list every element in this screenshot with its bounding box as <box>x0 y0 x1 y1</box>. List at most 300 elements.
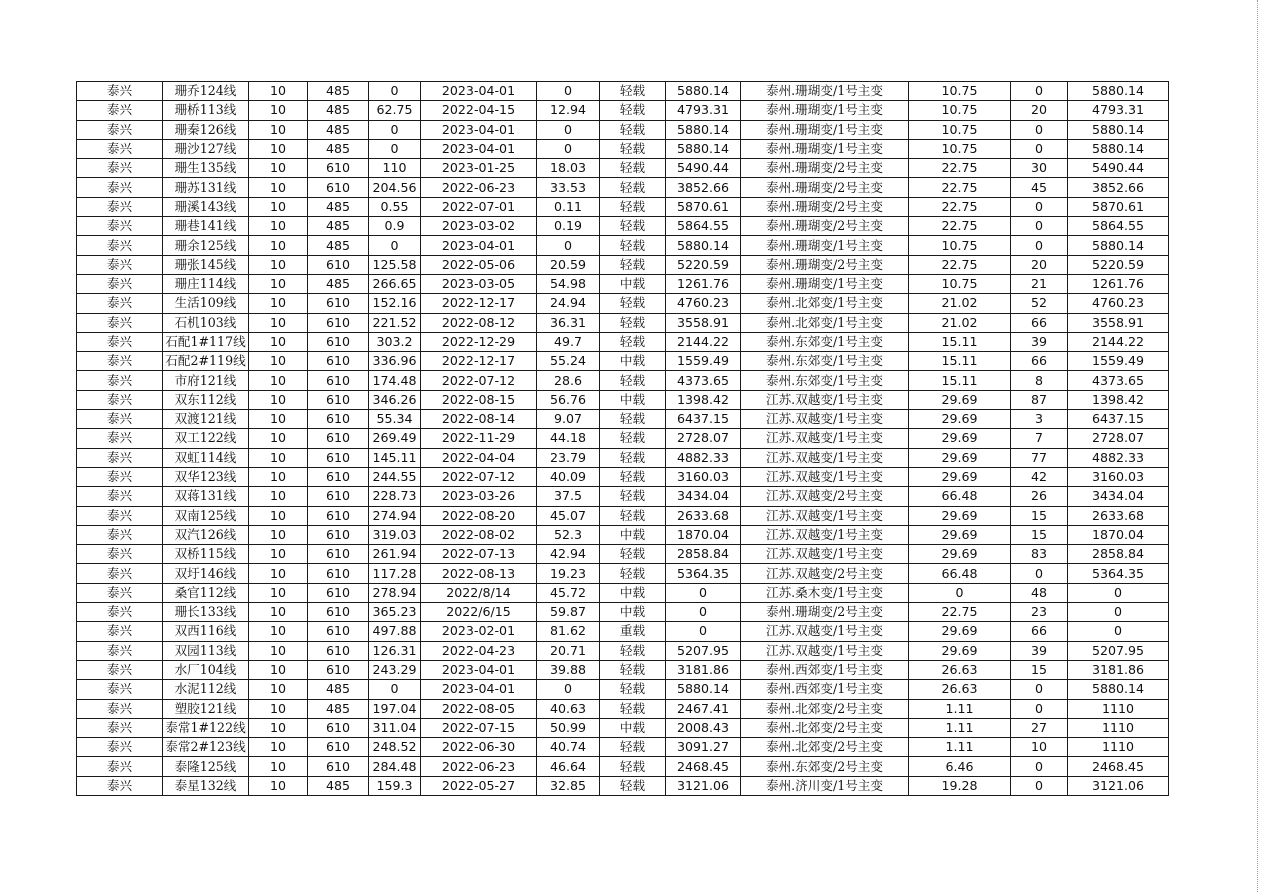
load-status-cell: 中载 <box>600 390 666 409</box>
transformer-load-cell: 22.75 <box>909 217 1011 236</box>
capacity-cell: 610 <box>308 718 369 737</box>
load-cell: 346.26 <box>369 390 421 409</box>
capacity-cell: 610 <box>308 159 369 178</box>
load-rate-cell: 0.11 <box>537 197 600 216</box>
transformer-cell: 江苏.双越变/1号主变 <box>741 410 909 429</box>
load-status-cell: 中载 <box>600 718 666 737</box>
load-rate-cell: 20.71 <box>537 641 600 660</box>
count-cell: 10 <box>1011 738 1068 757</box>
load-status-cell: 轻载 <box>600 448 666 467</box>
voltage-cell: 10 <box>249 159 308 178</box>
region-cell: 泰兴 <box>77 274 163 293</box>
date-cell: 2022-08-05 <box>421 699 537 718</box>
count-cell: 39 <box>1011 641 1068 660</box>
load-cell: 55.34 <box>369 410 421 429</box>
table-row <box>77 776 1169 795</box>
load-status-cell: 轻载 <box>600 506 666 525</box>
load-cell: 0 <box>369 680 421 699</box>
line-name-cell: 市府121线 <box>163 371 249 390</box>
load-cell: 244.55 <box>369 467 421 486</box>
final-capacity-cell: 0 <box>1068 583 1169 602</box>
load-cell: 274.94 <box>369 506 421 525</box>
final-capacity-cell: 4882.33 <box>1068 448 1169 467</box>
transformer-load-cell: 29.69 <box>909 622 1011 641</box>
load-status-cell: 轻载 <box>600 738 666 757</box>
line-name-cell: 双桥115线 <box>163 545 249 564</box>
date-cell: 2022-04-15 <box>421 101 537 120</box>
table-row <box>77 390 1169 409</box>
voltage-cell: 10 <box>249 564 308 583</box>
voltage-cell: 10 <box>249 313 308 332</box>
load-rate-cell: 56.76 <box>537 390 600 409</box>
transformer-load-cell: 26.63 <box>909 680 1011 699</box>
voltage-cell: 10 <box>249 660 308 679</box>
table-row <box>77 506 1169 525</box>
table-row <box>77 718 1169 737</box>
voltage-cell: 10 <box>249 641 308 660</box>
voltage-cell: 10 <box>249 603 308 622</box>
load-status-cell: 轻载 <box>600 332 666 351</box>
line-name-cell: 水泥112线 <box>163 680 249 699</box>
line-name-cell: 珊桥113线 <box>163 101 249 120</box>
load-status-cell: 中载 <box>600 603 666 622</box>
capacity-cell: 610 <box>308 255 369 274</box>
count-cell: 42 <box>1011 467 1068 486</box>
voltage-cell: 10 <box>249 506 308 525</box>
capacity-cell: 610 <box>308 487 369 506</box>
transformer-cell: 江苏.双越变/1号主变 <box>741 545 909 564</box>
load-rate-cell: 59.87 <box>537 603 600 622</box>
date-cell: 2022-08-14 <box>421 410 537 429</box>
transformer-load-cell: 10.75 <box>909 274 1011 293</box>
capacity-cell: 485 <box>308 217 369 236</box>
load-cell: 0 <box>369 120 421 139</box>
final-capacity-cell: 1559.49 <box>1068 352 1169 371</box>
transformer-load-cell: 26.63 <box>909 660 1011 679</box>
load-cell: 243.29 <box>369 660 421 679</box>
line-name-cell: 珊溪143线 <box>163 197 249 216</box>
transformer-cell: 泰州.珊瑚变/1号主变 <box>741 82 909 101</box>
region-cell: 泰兴 <box>77 101 163 120</box>
capacity-cell: 610 <box>308 390 369 409</box>
data-table <box>76 81 1169 796</box>
region-cell: 泰兴 <box>77 139 163 158</box>
count-cell: 15 <box>1011 506 1068 525</box>
voltage-cell: 10 <box>249 332 308 351</box>
region-cell: 泰兴 <box>77 738 163 757</box>
capacity-cell: 485 <box>308 139 369 158</box>
load-cell: 221.52 <box>369 313 421 332</box>
table-row <box>77 82 1169 101</box>
final-capacity-cell: 5220.59 <box>1068 255 1169 274</box>
region-cell: 泰兴 <box>77 294 163 313</box>
region-cell: 泰兴 <box>77 332 163 351</box>
load-status-cell: 重载 <box>600 622 666 641</box>
load-rate-cell: 0 <box>537 82 600 101</box>
count-cell: 3 <box>1011 410 1068 429</box>
load-rate-cell: 50.99 <box>537 718 600 737</box>
available-capacity-cell: 2008.43 <box>666 718 741 737</box>
region-cell: 泰兴 <box>77 641 163 660</box>
load-cell: 269.49 <box>369 429 421 448</box>
final-capacity-cell: 1870.04 <box>1068 525 1169 544</box>
load-rate-cell: 37.5 <box>537 487 600 506</box>
date-cell: 2022-11-29 <box>421 429 537 448</box>
transformer-cell: 泰州.北郊变/2号主变 <box>741 718 909 737</box>
date-cell: 2022-07-12 <box>421 467 537 486</box>
region-cell: 泰兴 <box>77 352 163 371</box>
date-cell: 2023-03-02 <box>421 217 537 236</box>
line-name-cell: 珊苏131线 <box>163 178 249 197</box>
voltage-cell: 10 <box>249 622 308 641</box>
final-capacity-cell: 3434.04 <box>1068 487 1169 506</box>
capacity-cell: 610 <box>308 467 369 486</box>
transformer-cell: 江苏.桑木变/1号主变 <box>741 583 909 602</box>
final-capacity-cell: 5870.61 <box>1068 197 1169 216</box>
transformer-cell: 泰州.珊瑚变/2号主变 <box>741 603 909 622</box>
transformer-cell: 泰州.珊瑚变/2号主变 <box>741 197 909 216</box>
region-cell: 泰兴 <box>77 506 163 525</box>
date-cell: 2023-04-01 <box>421 82 537 101</box>
line-name-cell: 双东112线 <box>163 390 249 409</box>
count-cell: 39 <box>1011 332 1068 351</box>
line-name-cell: 塑胶121线 <box>163 699 249 718</box>
table-row <box>77 332 1169 351</box>
region-cell: 泰兴 <box>77 603 163 622</box>
load-cell: 152.16 <box>369 294 421 313</box>
date-cell: 2023-04-01 <box>421 680 537 699</box>
voltage-cell: 10 <box>249 429 308 448</box>
available-capacity-cell: 2468.45 <box>666 757 741 776</box>
load-cell: 110 <box>369 159 421 178</box>
count-cell: 7 <box>1011 429 1068 448</box>
load-cell: 278.94 <box>369 583 421 602</box>
voltage-cell: 10 <box>249 718 308 737</box>
transformer-cell: 泰州.珊瑚变/1号主变 <box>741 101 909 120</box>
line-name-cell: 珊秦126线 <box>163 120 249 139</box>
available-capacity-cell: 1559.49 <box>666 352 741 371</box>
load-status-cell: 轻载 <box>600 236 666 255</box>
voltage-cell: 10 <box>249 178 308 197</box>
load-rate-cell: 28.6 <box>537 371 600 390</box>
final-capacity-cell: 0 <box>1068 603 1169 622</box>
transformer-load-cell: 10.75 <box>909 82 1011 101</box>
date-cell: 2023-04-01 <box>421 660 537 679</box>
transformer-cell: 泰州.西郊变/1号主变 <box>741 680 909 699</box>
capacity-cell: 485 <box>308 197 369 216</box>
load-rate-cell: 36.31 <box>537 313 600 332</box>
voltage-cell: 10 <box>249 680 308 699</box>
transformer-cell: 江苏.双越变/1号主变 <box>741 622 909 641</box>
date-cell: 2022-08-15 <box>421 390 537 409</box>
line-name-cell: 珊庄114线 <box>163 274 249 293</box>
table-row <box>77 622 1169 641</box>
count-cell: 52 <box>1011 294 1068 313</box>
available-capacity-cell: 0 <box>666 622 741 641</box>
capacity-cell: 610 <box>308 641 369 660</box>
transformer-cell: 泰州.东郊变/1号主变 <box>741 371 909 390</box>
load-rate-cell: 40.74 <box>537 738 600 757</box>
load-cell: 319.03 <box>369 525 421 544</box>
load-rate-cell: 55.24 <box>537 352 600 371</box>
count-cell: 0 <box>1011 236 1068 255</box>
load-rate-cell: 81.62 <box>537 622 600 641</box>
transformer-cell: 泰州.东郊变/1号主变 <box>741 332 909 351</box>
load-cell: 159.3 <box>369 776 421 795</box>
region-cell: 泰兴 <box>77 448 163 467</box>
table-row <box>77 699 1169 718</box>
table-row <box>77 757 1169 776</box>
line-name-cell: 泰常2#123线 <box>163 738 249 757</box>
transformer-cell: 泰州.北郊变/1号主变 <box>741 294 909 313</box>
table-row <box>77 680 1169 699</box>
region-cell: 泰兴 <box>77 545 163 564</box>
available-capacity-cell: 3121.06 <box>666 776 741 795</box>
transformer-load-cell: 66.48 <box>909 487 1011 506</box>
capacity-cell: 485 <box>308 101 369 120</box>
load-rate-cell: 12.94 <box>537 101 600 120</box>
transformer-cell: 泰州.西郊变/1号主变 <box>741 660 909 679</box>
capacity-cell: 610 <box>308 583 369 602</box>
load-status-cell: 轻载 <box>600 217 666 236</box>
capacity-cell: 485 <box>308 274 369 293</box>
line-name-cell: 珊张145线 <box>163 255 249 274</box>
transformer-load-cell: 29.69 <box>909 429 1011 448</box>
transformer-cell: 泰州.北郊变/1号主变 <box>741 313 909 332</box>
available-capacity-cell: 5880.14 <box>666 82 741 101</box>
transformer-load-cell: 22.75 <box>909 255 1011 274</box>
region-cell: 泰兴 <box>77 757 163 776</box>
available-capacity-cell: 1398.42 <box>666 390 741 409</box>
load-status-cell: 轻载 <box>600 82 666 101</box>
table-row <box>77 139 1169 158</box>
voltage-cell: 10 <box>249 371 308 390</box>
load-status-cell: 轻载 <box>600 120 666 139</box>
date-cell: 2022-12-17 <box>421 294 537 313</box>
table-row <box>77 448 1169 467</box>
transformer-load-cell: 22.75 <box>909 159 1011 178</box>
table-row <box>77 197 1169 216</box>
date-cell: 2022-07-15 <box>421 718 537 737</box>
line-name-cell: 双华123线 <box>163 467 249 486</box>
count-cell: 30 <box>1011 159 1068 178</box>
table-row <box>77 255 1169 274</box>
load-cell: 336.96 <box>369 352 421 371</box>
load-rate-cell: 32.85 <box>537 776 600 795</box>
load-cell: 284.48 <box>369 757 421 776</box>
available-capacity-cell: 1870.04 <box>666 525 741 544</box>
capacity-cell: 610 <box>308 352 369 371</box>
available-capacity-cell: 2633.68 <box>666 506 741 525</box>
transformer-load-cell: 22.75 <box>909 197 1011 216</box>
count-cell: 83 <box>1011 545 1068 564</box>
line-name-cell: 双工122线 <box>163 429 249 448</box>
count-cell: 27 <box>1011 718 1068 737</box>
count-cell: 77 <box>1011 448 1068 467</box>
voltage-cell: 10 <box>249 467 308 486</box>
final-capacity-cell: 0 <box>1068 622 1169 641</box>
capacity-cell: 610 <box>308 429 369 448</box>
transformer-load-cell: 15.11 <box>909 352 1011 371</box>
load-status-cell: 轻载 <box>600 564 666 583</box>
table-row <box>77 564 1169 583</box>
transformer-cell: 江苏.双越变/1号主变 <box>741 641 909 660</box>
date-cell: 2023-04-01 <box>421 139 537 158</box>
final-capacity-cell: 4760.23 <box>1068 294 1169 313</box>
capacity-cell: 610 <box>308 178 369 197</box>
region-cell: 泰兴 <box>77 217 163 236</box>
transformer-cell: 泰州.珊瑚变/1号主变 <box>741 120 909 139</box>
load-rate-cell: 0.19 <box>537 217 600 236</box>
load-status-cell: 轻载 <box>600 139 666 158</box>
table-row <box>77 101 1169 120</box>
load-status-cell: 轻载 <box>600 313 666 332</box>
load-rate-cell: 19.23 <box>537 564 600 583</box>
capacity-cell: 485 <box>308 120 369 139</box>
load-cell: 126.31 <box>369 641 421 660</box>
available-capacity-cell: 4882.33 <box>666 448 741 467</box>
voltage-cell: 10 <box>249 757 308 776</box>
load-cell: 228.73 <box>369 487 421 506</box>
available-capacity-cell: 2858.84 <box>666 545 741 564</box>
available-capacity-cell: 3181.86 <box>666 660 741 679</box>
table-row <box>77 467 1169 486</box>
count-cell: 26 <box>1011 487 1068 506</box>
available-capacity-cell: 2467.41 <box>666 699 741 718</box>
voltage-cell: 10 <box>249 236 308 255</box>
final-capacity-cell: 2468.45 <box>1068 757 1169 776</box>
transformer-cell: 泰州.珊瑚变/2号主变 <box>741 178 909 197</box>
date-cell: 2022-08-12 <box>421 313 537 332</box>
date-cell: 2023-03-05 <box>421 274 537 293</box>
voltage-cell: 10 <box>249 217 308 236</box>
available-capacity-cell: 3160.03 <box>666 467 741 486</box>
line-name-cell: 双圩146线 <box>163 564 249 583</box>
count-cell: 20 <box>1011 255 1068 274</box>
line-name-cell: 双西116线 <box>163 622 249 641</box>
load-status-cell: 轻载 <box>600 699 666 718</box>
capacity-cell: 485 <box>308 236 369 255</box>
available-capacity-cell: 0 <box>666 603 741 622</box>
table-row <box>77 352 1169 371</box>
voltage-cell: 10 <box>249 120 308 139</box>
load-status-cell: 轻载 <box>600 680 666 699</box>
available-capacity-cell: 5880.14 <box>666 680 741 699</box>
line-name-cell: 双园113线 <box>163 641 249 660</box>
load-status-cell: 中载 <box>600 525 666 544</box>
date-cell: 2022-07-01 <box>421 197 537 216</box>
capacity-cell: 610 <box>308 757 369 776</box>
table-body <box>77 82 1169 796</box>
transformer-load-cell: 66.48 <box>909 564 1011 583</box>
capacity-cell: 485 <box>308 776 369 795</box>
final-capacity-cell: 6437.15 <box>1068 410 1169 429</box>
load-rate-cell: 20.59 <box>537 255 600 274</box>
load-rate-cell: 45.07 <box>537 506 600 525</box>
capacity-cell: 610 <box>308 313 369 332</box>
load-cell: 0 <box>369 82 421 101</box>
capacity-cell: 610 <box>308 410 369 429</box>
region-cell: 泰兴 <box>77 371 163 390</box>
capacity-cell: 610 <box>308 564 369 583</box>
count-cell: 66 <box>1011 313 1068 332</box>
voltage-cell: 10 <box>249 410 308 429</box>
date-cell: 2023-01-25 <box>421 159 537 178</box>
transformer-cell: 泰州.珊瑚变/2号主变 <box>741 159 909 178</box>
date-cell: 2023-03-26 <box>421 487 537 506</box>
table-row <box>77 236 1169 255</box>
load-cell: 266.65 <box>369 274 421 293</box>
available-capacity-cell: 5880.14 <box>666 236 741 255</box>
voltage-cell: 10 <box>249 197 308 216</box>
load-cell: 62.75 <box>369 101 421 120</box>
region-cell: 泰兴 <box>77 699 163 718</box>
final-capacity-cell: 5880.14 <box>1068 82 1169 101</box>
region-cell: 泰兴 <box>77 718 163 737</box>
load-status-cell: 轻载 <box>600 294 666 313</box>
transformer-load-cell: 29.69 <box>909 390 1011 409</box>
line-name-cell: 石配2#119线 <box>163 352 249 371</box>
capacity-cell: 610 <box>308 738 369 757</box>
line-name-cell: 双虹114线 <box>163 448 249 467</box>
final-capacity-cell: 3181.86 <box>1068 660 1169 679</box>
transformer-load-cell: 29.69 <box>909 525 1011 544</box>
region-cell: 泰兴 <box>77 487 163 506</box>
load-cell: 117.28 <box>369 564 421 583</box>
available-capacity-cell: 4793.31 <box>666 101 741 120</box>
capacity-cell: 610 <box>308 660 369 679</box>
date-cell: 2022-06-30 <box>421 738 537 757</box>
transformer-load-cell: 6.46 <box>909 757 1011 776</box>
voltage-cell: 10 <box>249 448 308 467</box>
load-status-cell: 中载 <box>600 352 666 371</box>
table-row <box>77 487 1169 506</box>
capacity-cell: 610 <box>308 294 369 313</box>
load-status-cell: 轻载 <box>600 776 666 795</box>
count-cell: 87 <box>1011 390 1068 409</box>
table-row <box>77 294 1169 313</box>
date-cell: 2022-07-13 <box>421 545 537 564</box>
transformer-cell: 泰州.北郊变/2号主变 <box>741 699 909 718</box>
load-status-cell: 轻载 <box>600 545 666 564</box>
final-capacity-cell: 3121.06 <box>1068 776 1169 795</box>
table-row <box>77 660 1169 679</box>
load-rate-cell: 40.09 <box>537 467 600 486</box>
region-cell: 泰兴 <box>77 525 163 544</box>
load-rate-cell: 9.07 <box>537 410 600 429</box>
count-cell: 0 <box>1011 82 1068 101</box>
transformer-load-cell: 0 <box>909 583 1011 602</box>
region-cell: 泰兴 <box>77 467 163 486</box>
count-cell: 66 <box>1011 622 1068 641</box>
line-name-cell: 石机103线 <box>163 313 249 332</box>
date-cell: 2022-04-23 <box>421 641 537 660</box>
load-rate-cell: 23.79 <box>537 448 600 467</box>
date-cell: 2023-04-01 <box>421 120 537 139</box>
load-cell: 497.88 <box>369 622 421 641</box>
transformer-cell: 泰州.东郊变/2号主变 <box>741 757 909 776</box>
load-rate-cell: 52.3 <box>537 525 600 544</box>
date-cell: 2023-04-01 <box>421 236 537 255</box>
table-row <box>77 313 1169 332</box>
count-cell: 8 <box>1011 371 1068 390</box>
line-name-cell: 珊生135线 <box>163 159 249 178</box>
line-name-cell: 珊巷141线 <box>163 217 249 236</box>
available-capacity-cell: 4760.23 <box>666 294 741 313</box>
count-cell: 23 <box>1011 603 1068 622</box>
date-cell: 2022-12-29 <box>421 332 537 351</box>
voltage-cell: 10 <box>249 583 308 602</box>
